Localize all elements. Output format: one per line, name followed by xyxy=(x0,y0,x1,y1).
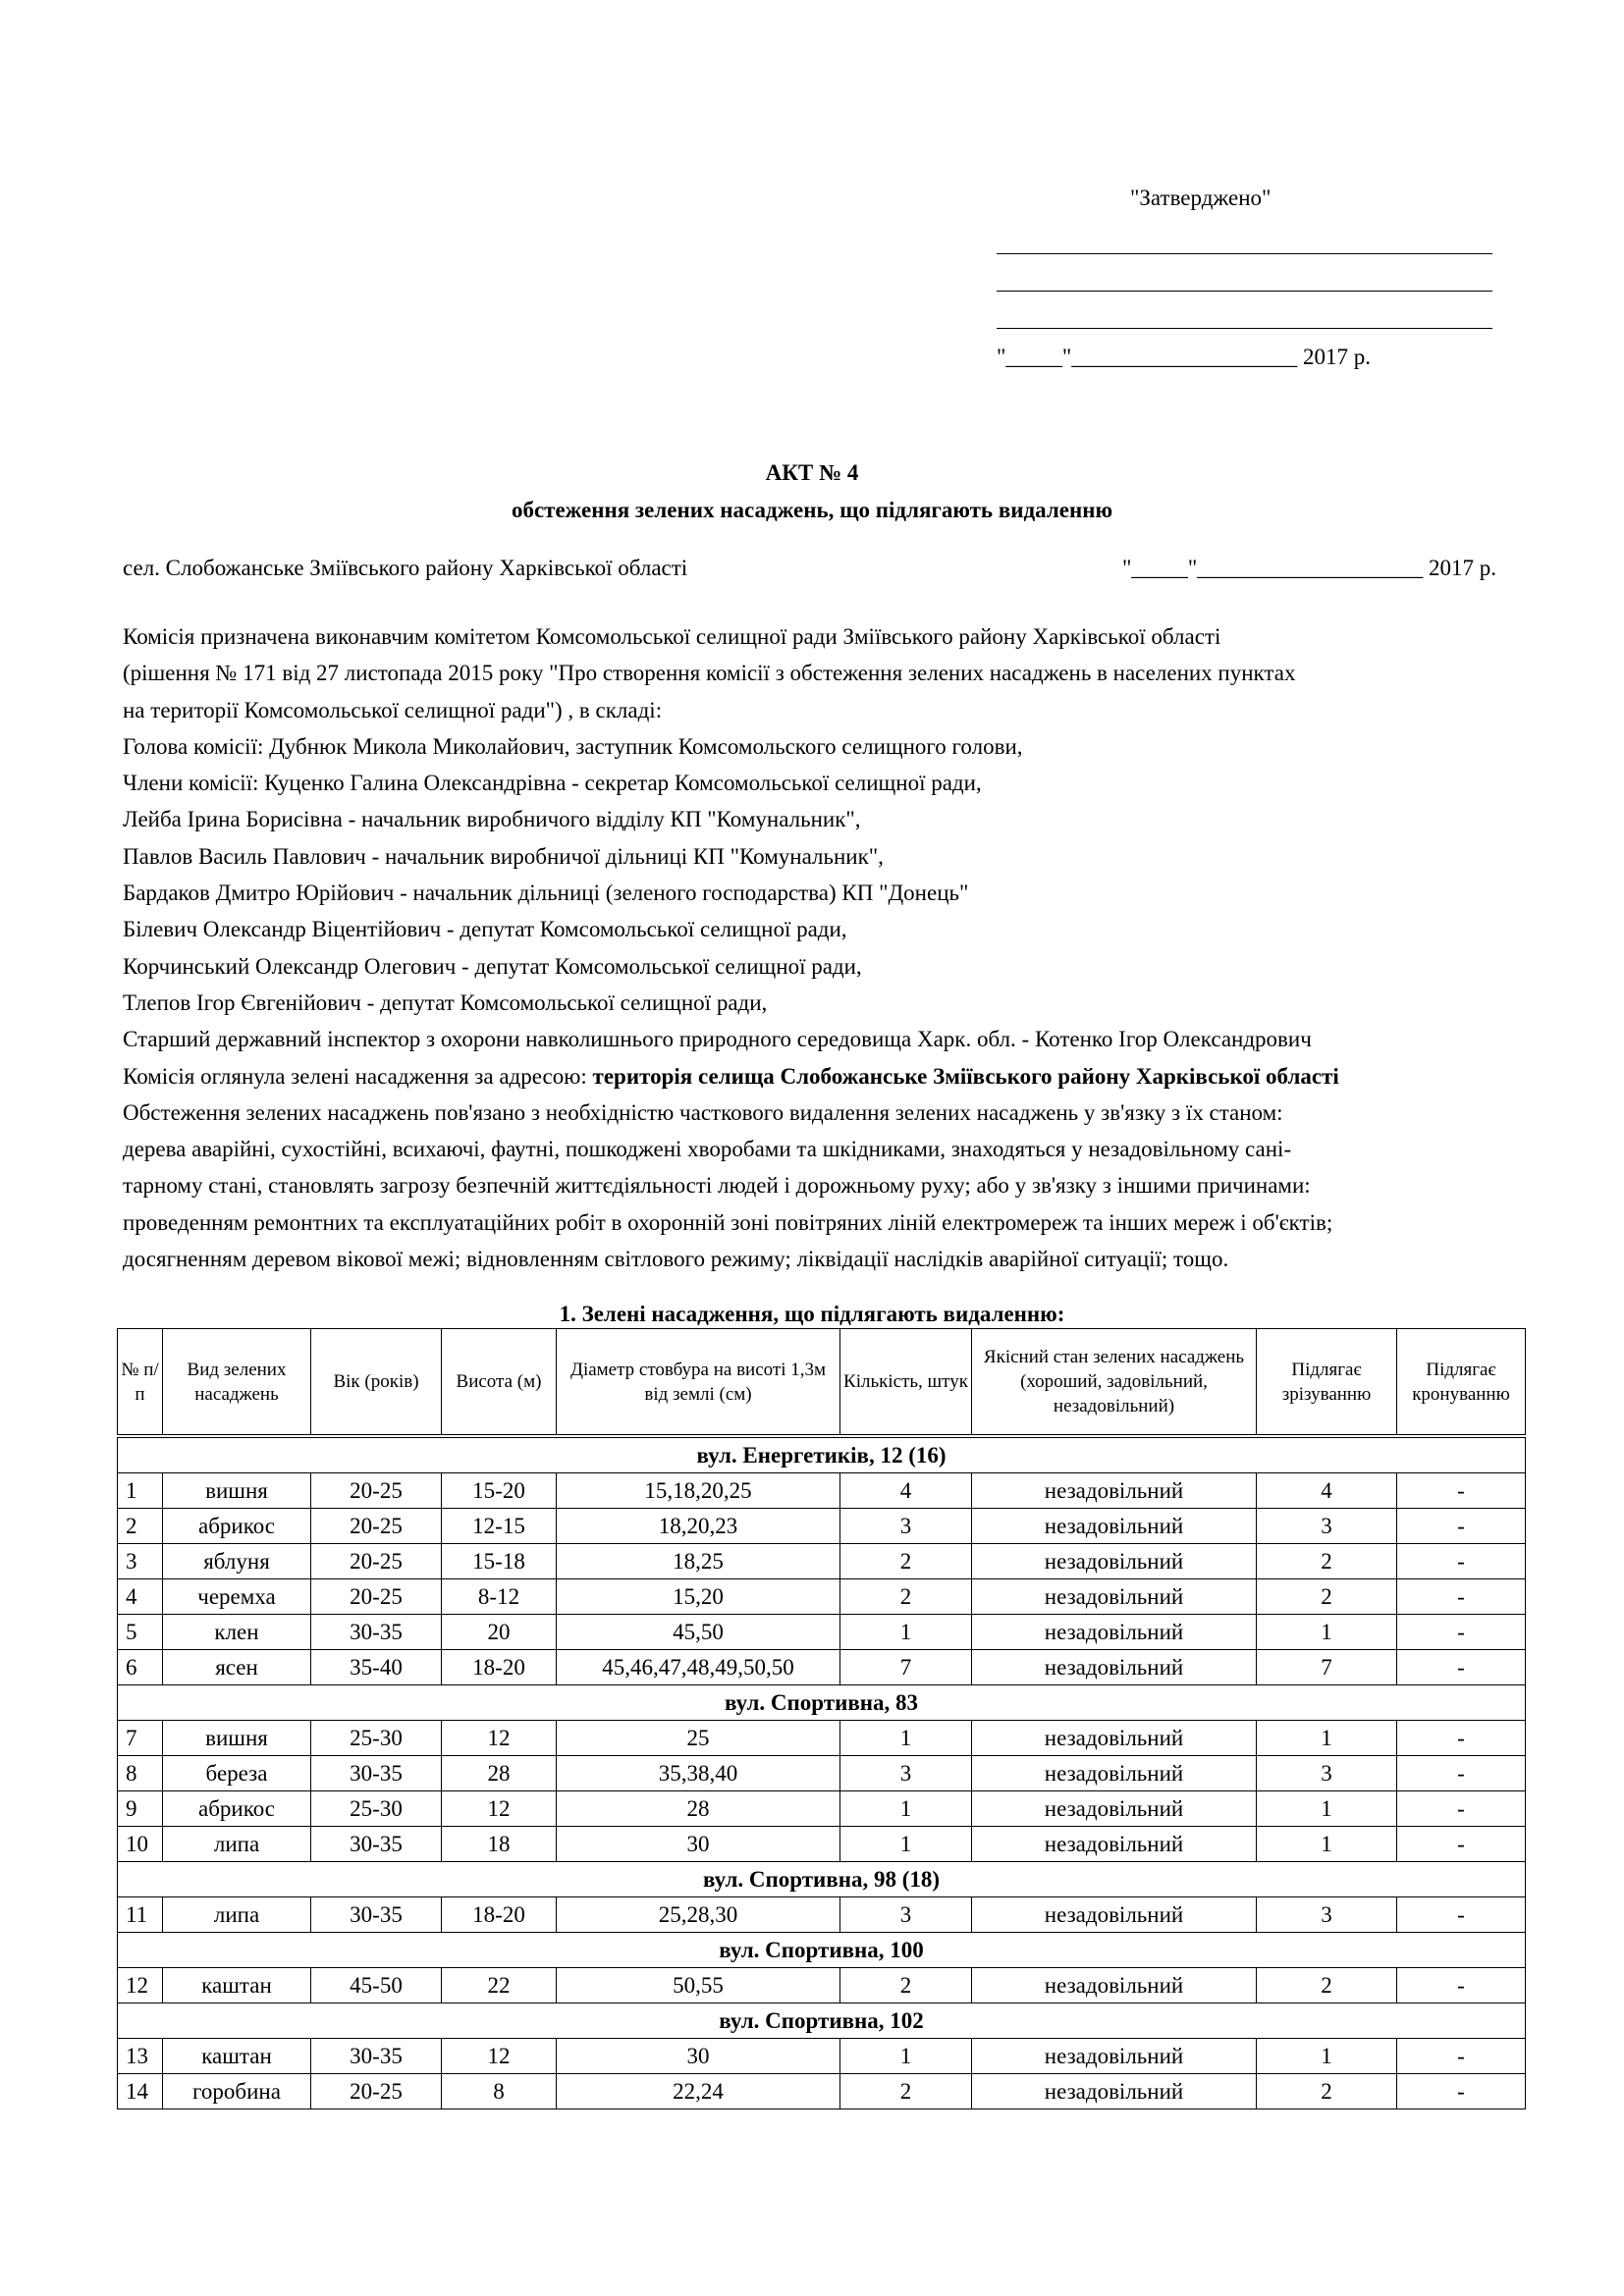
cell-number: 2 xyxy=(118,1509,163,1544)
cell-condition: незадовільний xyxy=(972,2039,1257,2074)
cell-diameter: 45,46,47,48,49,50,50 xyxy=(557,1650,840,1685)
cell-pruning: - xyxy=(1397,1791,1526,1827)
table-row xyxy=(118,1473,1526,1509)
cell-number: 6 xyxy=(118,1650,163,1685)
removal-table xyxy=(117,1328,1526,2109)
cell-pruning: - xyxy=(1397,1473,1526,1509)
cell-species: яблуня xyxy=(163,1544,311,1579)
cell-diameter: 50,55 xyxy=(557,1968,840,2003)
cell-species: ясен xyxy=(163,1650,311,1685)
table-row xyxy=(118,1721,1526,1756)
cell-quantity: 3 xyxy=(840,1756,972,1791)
cell-age: 30-35 xyxy=(311,1756,442,1791)
cell-quantity: 1 xyxy=(840,1791,972,1827)
cell-diameter: 30 xyxy=(557,2039,840,2074)
cell-diameter: 18,25 xyxy=(557,1544,840,1579)
act-number: АКТ № 4 xyxy=(765,460,859,485)
cell-diameter: 22,24 xyxy=(557,2074,840,2109)
body-line: Комісія призначена виконавчим комітетом Комсомольської селищної ради Зміївського району Харківської області xyxy=(123,624,1221,649)
cell-age: 30-35 xyxy=(311,1615,442,1650)
cell-age: 25-30 xyxy=(311,1721,442,1756)
cell-removal: 4 xyxy=(1257,1473,1397,1509)
cell-quantity: 3 xyxy=(840,1897,972,1933)
cell-quantity: 7 xyxy=(840,1650,972,1685)
cell-quantity: 1 xyxy=(840,1615,972,1650)
cell-condition: незадовільний xyxy=(972,1579,1257,1615)
header-condition: Якісний стан зелених насаджень (хороший, задовільний, незадовільний) xyxy=(972,1329,1257,1437)
cell-diameter: 15,20 xyxy=(557,1579,840,1615)
cell-species: абрикос xyxy=(163,1509,311,1544)
cell-pruning: - xyxy=(1397,1615,1526,1650)
cell-condition: незадовільний xyxy=(972,1968,1257,2003)
cell-number: 5 xyxy=(118,1615,163,1650)
cell-pruning: - xyxy=(1397,2074,1526,2109)
table-row xyxy=(118,1756,1526,1791)
cell-removal: 2 xyxy=(1257,1544,1397,1579)
cell-condition: незадовільний xyxy=(972,1791,1257,1827)
cell-height: 12-15 xyxy=(442,1509,557,1544)
cell-number: 1 xyxy=(118,1473,163,1509)
cell-quantity: 1 xyxy=(840,1721,972,1756)
reason-line: дерева аварійні, сухостійні, всихаючі, фаутні, пошкоджені хворобами та шкідниками, знаходяться у незадовільному сані- xyxy=(123,1137,1292,1162)
cell-height: 8 xyxy=(442,2074,557,2109)
cell-pruning: - xyxy=(1397,1756,1526,1791)
cell-age: 20-25 xyxy=(311,1579,442,1615)
act-body xyxy=(123,618,1556,1277)
cell-height: 8-12 xyxy=(442,1579,557,1615)
cell-age: 20-25 xyxy=(311,2074,442,2109)
cell-condition: незадовільний xyxy=(972,1897,1257,1933)
cell-pruning: - xyxy=(1397,1827,1526,1862)
header-number: № п/п xyxy=(118,1329,163,1437)
cell-species: каштан xyxy=(163,2039,311,2074)
table-row xyxy=(118,1650,1526,1685)
cell-condition: незадовільний xyxy=(972,1827,1257,1862)
cell-condition: незадовільний xyxy=(972,1721,1257,1756)
body-line: на території Комсомольської селищної ради") , в складі: xyxy=(123,697,663,722)
body-line: (рішення № 171 від 27 листопада 2015 року "Про створення комісії з обстеження зелених насаджень в населених пунктах xyxy=(123,661,1296,686)
table-body xyxy=(118,1436,1526,2109)
cell-species: береза xyxy=(163,1756,311,1791)
body-line: Павлов Василь Павлович - начальник виробничої дільниці КП "Комунальник", xyxy=(123,843,884,869)
table-row xyxy=(118,2074,1526,2109)
cell-number: 4 xyxy=(118,1579,163,1615)
cell-condition: незадовільний xyxy=(972,1544,1257,1579)
cell-number: 8 xyxy=(118,1756,163,1791)
body-line: Лейба Ірина Борисівна - начальник виробничого відділу КП "Комунальник", xyxy=(123,807,861,832)
cell-height: 12 xyxy=(442,1721,557,1756)
signature-line xyxy=(997,291,1492,292)
cell-number: 13 xyxy=(118,2039,163,2074)
table-row xyxy=(118,1827,1526,1862)
body-line: Голова комісії: Дубнюк Микола Миколайович, заступник Комсомольского селищного голови, xyxy=(123,733,1023,759)
cell-pruning: - xyxy=(1397,1897,1526,1933)
cell-age: 30-35 xyxy=(311,2039,442,2074)
cell-removal: 2 xyxy=(1257,1579,1397,1615)
cell-removal: 3 xyxy=(1257,1756,1397,1791)
section-row xyxy=(118,1862,1526,1897)
table-row xyxy=(118,1579,1526,1615)
cell-number: 11 xyxy=(118,1897,163,1933)
header-diameter: Діаметр стовбура на висоті 1,3м від землі (см) xyxy=(557,1329,840,1437)
cell-condition: незадовільний xyxy=(972,1756,1257,1791)
act-date: "_____"____________________ 2017 р. xyxy=(1122,556,1497,580)
cell-age: 25-30 xyxy=(311,1791,442,1827)
cell-condition: незадовільний xyxy=(972,1615,1257,1650)
cell-species: горобина xyxy=(163,2074,311,2109)
header-age: Вік (років) xyxy=(311,1329,442,1437)
reason-line: проведенням ремонтних та експлуатаційних робіт в охоронній зоні повітряних ліній електромереж та інших мереж і об'єктів; xyxy=(123,1209,1333,1235)
cell-height: 12 xyxy=(442,1791,557,1827)
cell-age: 20-25 xyxy=(311,1473,442,1509)
cell-diameter: 28 xyxy=(557,1791,840,1827)
cell-diameter: 35,38,40 xyxy=(557,1756,840,1791)
signature-line xyxy=(997,253,1492,254)
cell-age: 45-50 xyxy=(311,1968,442,2003)
header-pruning: Підлягає кронуванню xyxy=(1397,1329,1526,1437)
cell-species: вишня xyxy=(163,1473,311,1509)
cell-quantity: 4 xyxy=(840,1473,972,1509)
section-address: вул. Спортивна, 83 xyxy=(118,1685,1526,1721)
cell-condition: незадовільний xyxy=(972,1509,1257,1544)
cell-removal: 7 xyxy=(1257,1650,1397,1685)
section-address: вул. Спортивна, 98 (18) xyxy=(118,1862,1526,1897)
address-territory: територія селища Слобожанське Зміївського району Харківської області xyxy=(592,1063,1339,1089)
cell-removal: 3 xyxy=(1257,1509,1397,1544)
cell-species: липа xyxy=(163,1827,311,1862)
cell-quantity: 1 xyxy=(840,2039,972,2074)
body-line: Бардаков Дмитро Юрійович - начальник дільниці (зеленого господарства) КП "Донець" xyxy=(123,881,969,906)
cell-height: 28 xyxy=(442,1756,557,1791)
cell-removal: 1 xyxy=(1257,1615,1397,1650)
table-row xyxy=(118,1791,1526,1827)
act-subtitle: обстеження зелених насаджень, що підлягають видаленню xyxy=(511,498,1113,522)
act-place: сел. Слобожанське Зміївського району Харківської області xyxy=(123,556,688,580)
cell-pruning: - xyxy=(1397,2039,1526,2074)
cell-age: 35-40 xyxy=(311,1650,442,1685)
cell-condition: незадовільний xyxy=(972,1473,1257,1509)
cell-removal: 1 xyxy=(1257,1721,1397,1756)
cell-height: 18 xyxy=(442,1827,557,1862)
cell-pruning: - xyxy=(1397,1721,1526,1756)
cell-species: абрикос xyxy=(163,1791,311,1827)
cell-number: 9 xyxy=(118,1791,163,1827)
body-line: Білевич Олександр Віцентійович - депутат Комсомольської селищної ради, xyxy=(123,917,847,942)
cell-height: 15-20 xyxy=(442,1473,557,1509)
cell-pruning: - xyxy=(1397,1579,1526,1615)
header-species: Вид зелених насаджень xyxy=(163,1329,311,1437)
cell-diameter: 18,20,23 xyxy=(557,1509,840,1544)
approval-title: "Затверджено" xyxy=(1130,186,1272,210)
cell-removal: 3 xyxy=(1257,1897,1397,1933)
body-line: Корчинський Олександр Олегович - депутат Комсомольської селищної ради, xyxy=(123,953,862,979)
header-height: Висота (м) xyxy=(442,1329,557,1437)
cell-species: черемха xyxy=(163,1579,311,1615)
table-row xyxy=(118,1968,1526,2003)
cell-height: 15-18 xyxy=(442,1544,557,1579)
cell-height: 22 xyxy=(442,1968,557,2003)
section-row xyxy=(118,2003,1526,2039)
header-quantity: Кількість, штук xyxy=(840,1329,972,1437)
cell-quantity: 3 xyxy=(840,1509,972,1544)
table-row xyxy=(118,1897,1526,1933)
cell-species: клен xyxy=(163,1615,311,1650)
signature-line xyxy=(997,328,1492,329)
cell-pruning: - xyxy=(1397,1968,1526,2003)
approval-date: "_____"____________________ 2017 р. xyxy=(997,345,1372,369)
cell-species: вишня xyxy=(163,1721,311,1756)
section-address: вул. Спортивна, 100 xyxy=(118,1933,1526,1968)
cell-height: 18-20 xyxy=(442,1650,557,1685)
section-address: вул. Енергетиків, 12 (16) xyxy=(118,1436,1526,1473)
cell-number: 12 xyxy=(118,1968,163,2003)
cell-removal: 1 xyxy=(1257,2039,1397,2074)
cell-quantity: 2 xyxy=(840,1579,972,1615)
table-row xyxy=(118,1509,1526,1544)
section-row xyxy=(118,1933,1526,1968)
cell-number: 10 xyxy=(118,1827,163,1862)
section-address: вул. Спортивна, 102 xyxy=(118,2003,1526,2039)
cell-pruning: - xyxy=(1397,1544,1526,1579)
cell-diameter: 15,18,20,25 xyxy=(557,1473,840,1509)
section-row xyxy=(118,1436,1526,1473)
body-line: Старший державний інспектор з охорони навколишнього природного середовища Харк. обл. - Котенко Ігор Олександрович xyxy=(123,1027,1312,1052)
cell-diameter: 45,50 xyxy=(557,1615,840,1650)
cell-diameter: 30 xyxy=(557,1827,840,1862)
reason-line: тарному стані, становлять загрозу безпечній життєдіяльності людей і дорожньому руху; або у зв'язку з іншими причинами: xyxy=(123,1173,1311,1199)
cell-number: 14 xyxy=(118,2074,163,2109)
table-header xyxy=(118,1329,1526,1437)
address-line xyxy=(123,1058,1556,1095)
cell-number: 3 xyxy=(118,1544,163,1579)
table-row xyxy=(118,1544,1526,1579)
cell-diameter: 25 xyxy=(557,1721,840,1756)
cell-removal: 2 xyxy=(1257,1968,1397,2003)
header-removal: Підлягає зрізуванню xyxy=(1257,1329,1397,1437)
cell-height: 18-20 xyxy=(442,1897,557,1933)
body-line: Члени комісії: Куценко Галина Олександрівна - секретар Комсомольської селищної ради, xyxy=(123,771,982,796)
cell-quantity: 2 xyxy=(840,1544,972,1579)
section-row xyxy=(118,1685,1526,1721)
cell-quantity: 1 xyxy=(840,1827,972,1862)
table-row xyxy=(118,1615,1526,1650)
cell-diameter: 25,28,30 xyxy=(557,1897,840,1933)
cell-quantity: 2 xyxy=(840,2074,972,2109)
cell-age: 20-25 xyxy=(311,1544,442,1579)
cell-removal: 2 xyxy=(1257,2074,1397,2109)
cell-age: 30-35 xyxy=(311,1897,442,1933)
cell-removal: 1 xyxy=(1257,1827,1397,1862)
cell-pruning: - xyxy=(1397,1650,1526,1685)
table-row xyxy=(118,2039,1526,2074)
address-prefix: Комісія оглянула зелені насадження за адресою: xyxy=(123,1063,593,1089)
cell-quantity: 2 xyxy=(840,1968,972,2003)
body-line: Тлепов Ігор Євгенійович - депутат Комсомольської селищної ради, xyxy=(123,989,768,1015)
table-title: 1. Зелені насадження, що підлягають видаленню: xyxy=(559,1302,1065,1326)
cell-removal: 1 xyxy=(1257,1791,1397,1827)
reason-line: Обстеження зелених насаджень пов'язано з необхідністю часткового видалення зелених насаджень у зв'язку з їх станом: xyxy=(123,1099,1283,1125)
cell-species: липа xyxy=(163,1897,311,1933)
cell-pruning: - xyxy=(1397,1509,1526,1544)
cell-number: 7 xyxy=(118,1721,163,1756)
cell-condition: незадовільний xyxy=(972,1650,1257,1685)
cell-height: 12 xyxy=(442,2039,557,2074)
cell-age: 30-35 xyxy=(311,1827,442,1862)
reason-line: досягненням деревом вікової межі; відновленням світлового режиму; ліквідації наслідків аварійної ситуації; тощо. xyxy=(123,1247,1229,1272)
cell-age: 20-25 xyxy=(311,1509,442,1544)
cell-height: 20 xyxy=(442,1615,557,1650)
cell-condition: незадовільний xyxy=(972,2074,1257,2109)
cell-species: каштан xyxy=(163,1968,311,2003)
